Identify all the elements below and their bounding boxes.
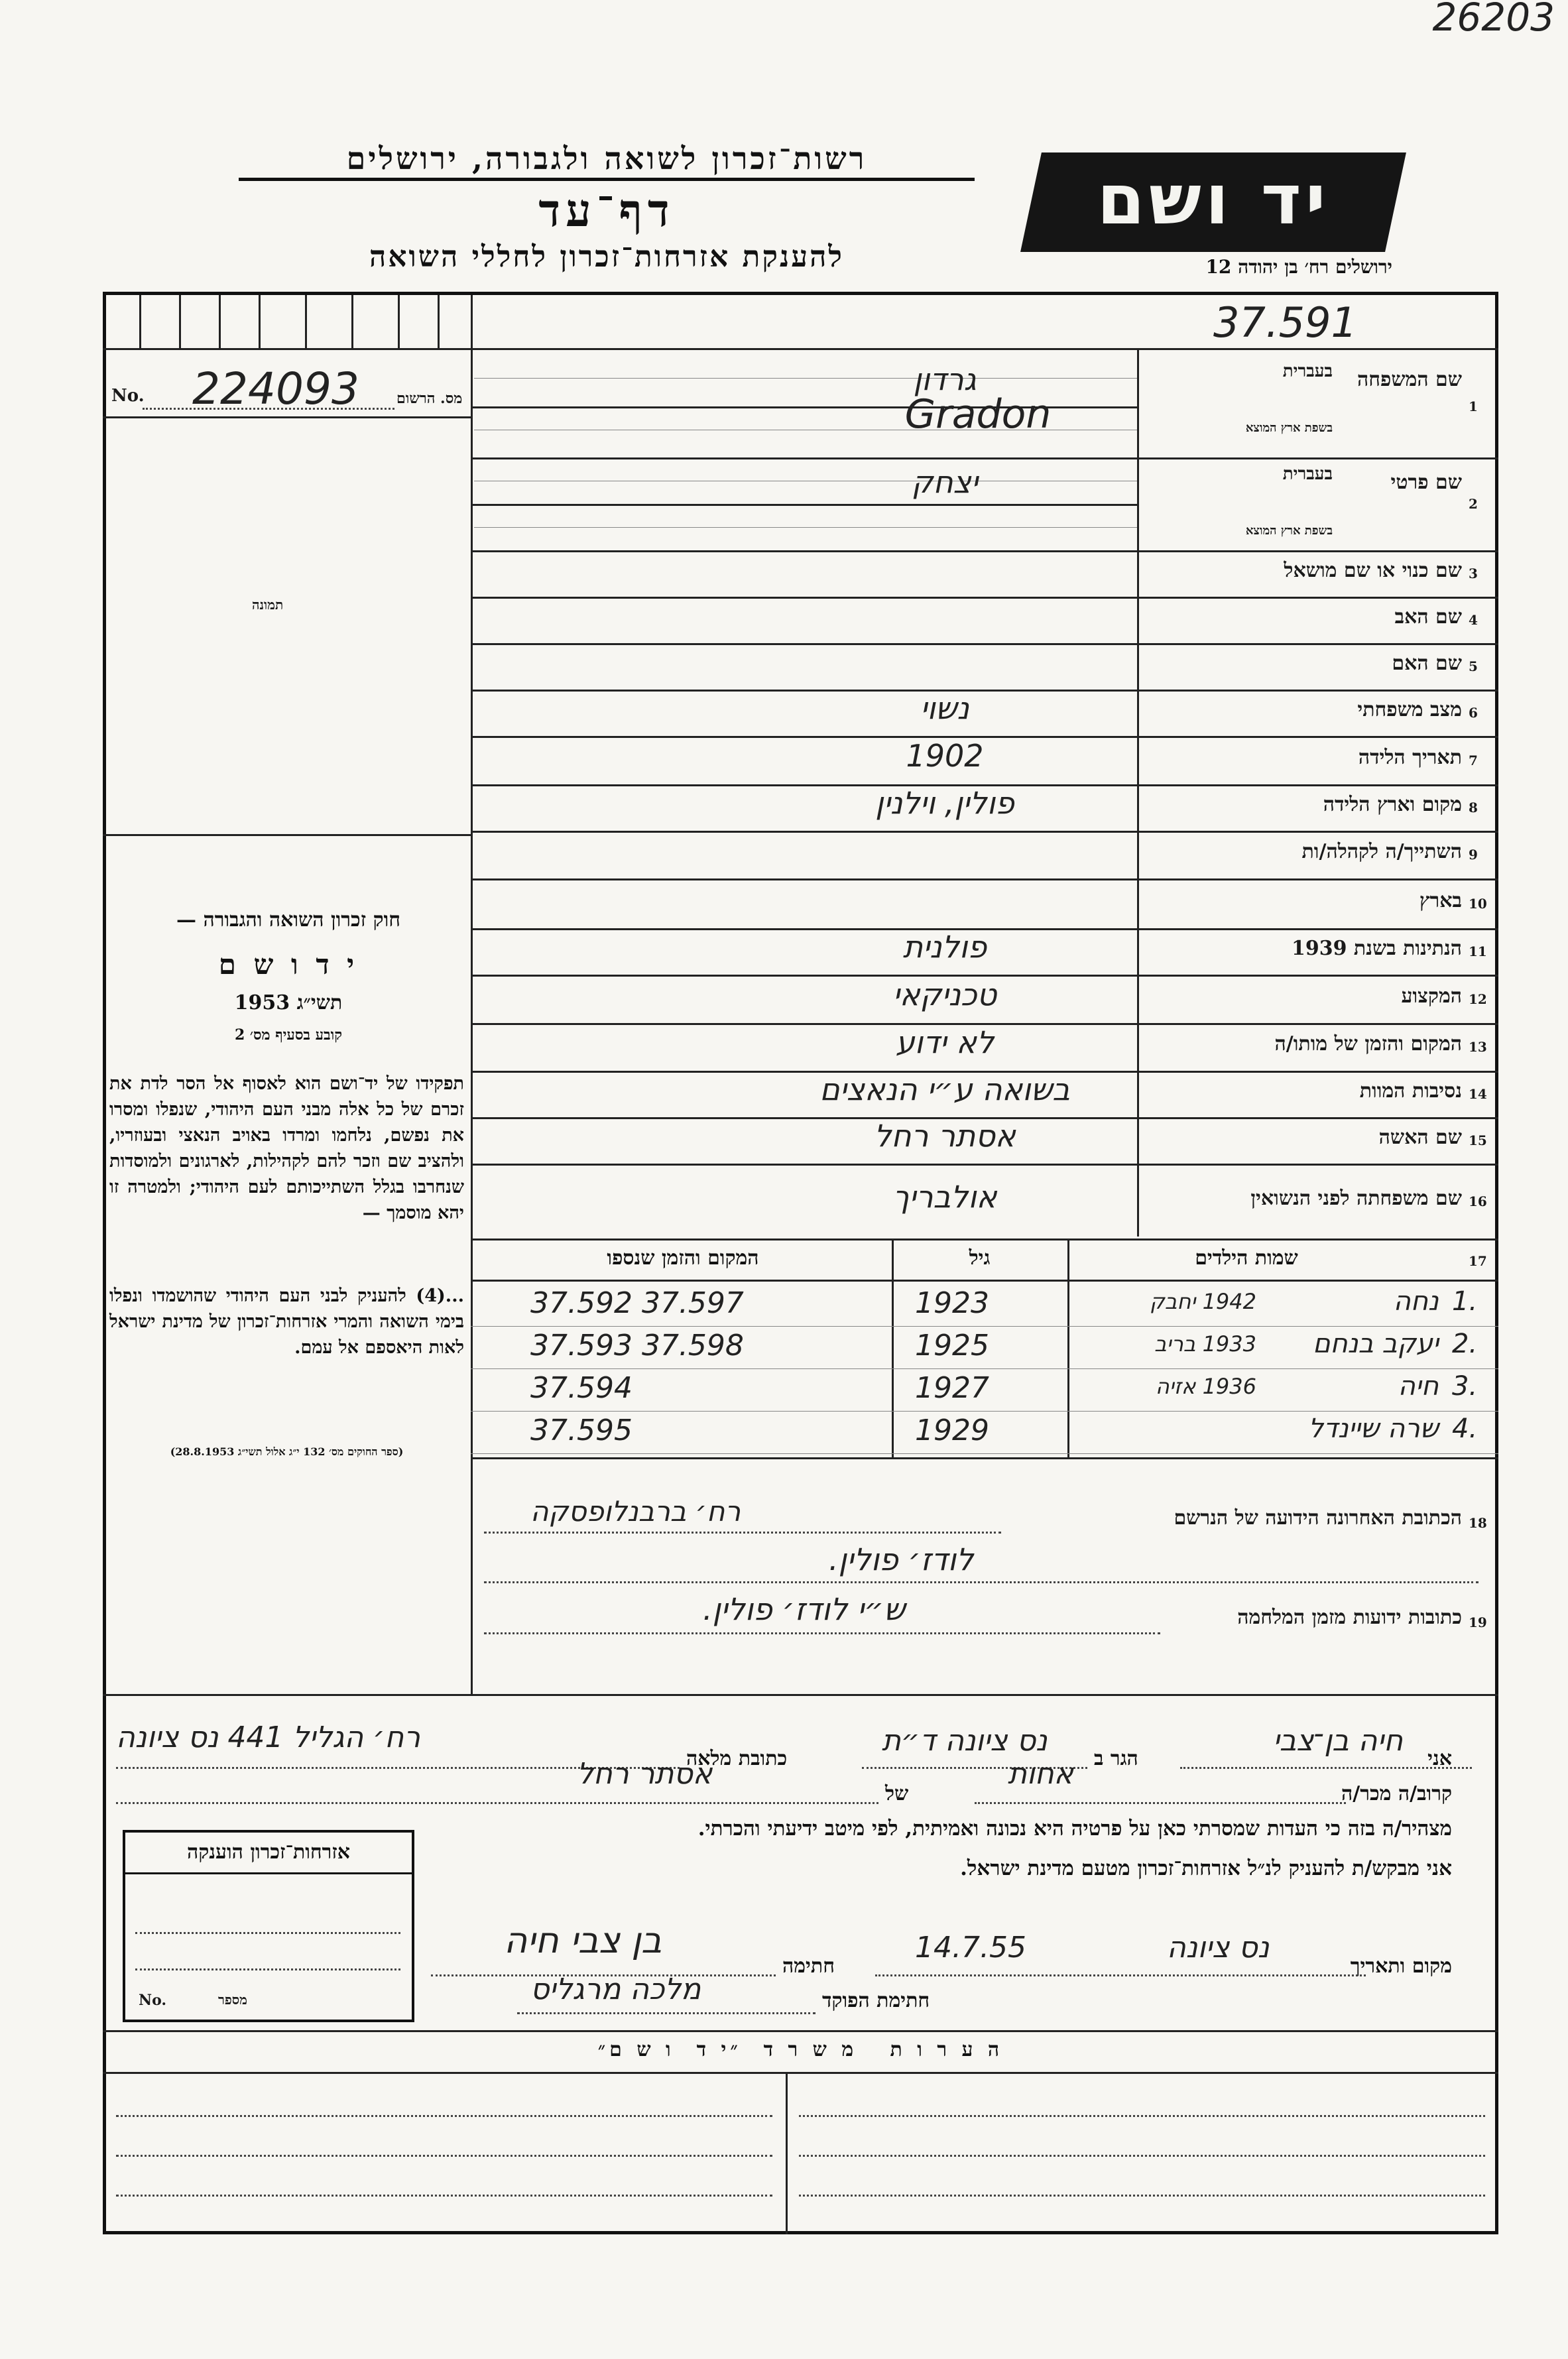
field-10-number: 10 xyxy=(1469,896,1487,912)
child-ref: 37.594 xyxy=(530,1371,633,1405)
yad-vashem-logo xyxy=(1031,152,1396,252)
children-col-place: המקום והזמן שנספו xyxy=(607,1246,759,1270)
field-2-midline xyxy=(471,504,1137,506)
field-16-value: אולבריך xyxy=(892,1179,997,1215)
officer-signature-label: חתימת הפוקד xyxy=(822,1989,930,2012)
field-12-value: טכניקאי xyxy=(892,977,997,1012)
signature-label: חתימה xyxy=(782,1955,835,1978)
place-date-label: מקום ותאריך xyxy=(1350,1955,1452,1978)
officer-signature: מלכה מרגליס xyxy=(530,1972,701,2006)
certificate-box xyxy=(123,1830,414,2022)
child-age: 1927 xyxy=(915,1371,989,1405)
registration-label: מס. הרשום xyxy=(396,390,463,407)
field-16-number: 16 xyxy=(1469,1193,1487,1209)
request-text: אני מבקש/ת להעניק לנ״ל אזרחות־זכרון מטעם מדינת ישראל. xyxy=(960,1856,1452,1880)
logo-text: יד ושם xyxy=(1097,159,1330,240)
address: ירושלים רח׳ בן יהודה 12 xyxy=(1205,256,1392,278)
field-1-label: שם המשפחה xyxy=(1357,368,1462,391)
declarant-ani: אני xyxy=(1427,1747,1452,1770)
form-subtitle: להענקת אזרחות־זכרון לחללי השואה xyxy=(369,240,844,274)
photo-placeholder-label: תמונה xyxy=(252,597,284,613)
field-13-value: לא ידוע xyxy=(895,1024,995,1060)
field-2-subline2 xyxy=(474,527,1137,528)
child-ref: 37.593 37.598 xyxy=(530,1329,744,1362)
field-11-label: הנתינות בשנת 1939 xyxy=(1291,937,1462,960)
declaration-text: מצהיר/ה בזה כי העדות שמסרתי כאן על פרטיה היא נכונה ואמיתית, לפי מיטב ידיעתי והכרתי. xyxy=(697,1817,1452,1841)
children-field-number: 17 xyxy=(1469,1253,1487,1269)
child-age: 1929 xyxy=(915,1414,989,1447)
field-19-number: 19 xyxy=(1469,1614,1487,1630)
child-row-line xyxy=(471,1411,1498,1412)
declarant-name: חיה בן־צבי xyxy=(1273,1724,1404,1758)
field-4-label: שם האב xyxy=(1394,605,1462,629)
field-18-value-line2: לודז׳ פולין. xyxy=(829,1542,974,1577)
child-index: 4. xyxy=(1452,1414,1478,1444)
field-2-value: יצחק xyxy=(911,464,979,500)
field-18-label: הכתובת האחרונה הידועה של הנרשם xyxy=(1174,1506,1462,1530)
field-7-value: 1902 xyxy=(906,738,984,774)
field-8-row-line xyxy=(471,831,1498,833)
authority-name: רשות־זכרון לשואה ולגבורה, ירושלים xyxy=(239,141,975,181)
field-2-sub-hebrew: בעברית xyxy=(1282,464,1333,484)
declarant-address: רח׳ הגליל 441 נס ציונה xyxy=(116,1721,420,1754)
form-title: דף־עד xyxy=(538,184,675,237)
certificate-no-label: No. xyxy=(139,1992,167,2009)
child-name: נחה xyxy=(1393,1286,1439,1317)
child-age: 1923 xyxy=(915,1286,989,1320)
field-2-row-line xyxy=(471,550,1498,552)
form-reference: 37.591 xyxy=(1213,298,1357,347)
field-18-number: 18 xyxy=(1469,1515,1487,1531)
field-6-label: מצב משפחתי xyxy=(1357,698,1462,721)
field-8-value: פולין, וילנין xyxy=(875,785,1014,821)
field-19-value: ש״י לודז׳ פולין. xyxy=(703,1591,906,1627)
law-year: תשי״ג 1953 xyxy=(234,991,343,1014)
archive-number: 26203 xyxy=(1432,0,1555,40)
child-index: 2. xyxy=(1452,1329,1478,1359)
field-11-number: 11 xyxy=(1469,943,1487,959)
child-row-line xyxy=(471,1453,1498,1454)
field-10-label: בארץ xyxy=(1419,889,1462,912)
field-14-number: 14 xyxy=(1469,1086,1487,1102)
registration-no-label: No. xyxy=(111,386,145,406)
field-12-label: המקצוע xyxy=(1401,985,1462,1008)
field-5-label: שם האם xyxy=(1392,652,1462,675)
field-9-number: 9 xyxy=(1469,847,1478,863)
date-value: 14.7.55 xyxy=(915,1931,1026,1965)
field-6-value: נשוי xyxy=(920,690,969,726)
field-4-number: 4 xyxy=(1469,612,1478,628)
child-row-line xyxy=(471,1326,1498,1327)
children-col-names: שמות הילדים xyxy=(1195,1246,1298,1270)
field-15-number: 15 xyxy=(1469,1132,1487,1148)
field-15-row-line xyxy=(471,1164,1498,1166)
field-15-label: שם האשה xyxy=(1378,1126,1462,1149)
field-15-value: אסתר רחל xyxy=(874,1118,1016,1154)
child-age: 1925 xyxy=(915,1329,989,1362)
child-index: 1. xyxy=(1452,1286,1478,1317)
children-col-age: גיל xyxy=(969,1246,991,1270)
office-remarks-title: ה ע ר ו ת מ ש ר ד ״י ד ו ש ם״ xyxy=(597,2038,1004,2061)
field-3-number: 3 xyxy=(1469,566,1478,581)
declarant-address-label: כתובת מלאה xyxy=(686,1747,788,1770)
of-label: של xyxy=(885,1782,909,1805)
child-row-line xyxy=(471,1368,1498,1369)
field-7-number: 7 xyxy=(1469,753,1478,768)
field-1-row-line xyxy=(471,457,1498,459)
field-13-label: המקום והזמן של מותו/ה xyxy=(1274,1032,1462,1056)
law-footnote: (ספר החוקים מס׳ 132 י״ג אלול תשי״ג 28.8.1953) xyxy=(170,1445,404,1458)
field-13-number: 13 xyxy=(1469,1039,1487,1055)
law-clause: קובע בסעיף מס׳ 2 xyxy=(234,1026,343,1044)
law-paragraph-2: ...(4) להעניק לבני העם היהודי שהושמדו ונפלו בימי השואה והמרי אזרחות־זכרון של מדינת ישראל לאות היאספם אל עמם. xyxy=(109,1286,464,1358)
child-name: שרה שיינדל xyxy=(1308,1414,1439,1444)
law-paragraph-1: תפקידו של יד־ושם הוא לאסוף אל הסר לדת את זכרם של כל אלה מבני העם היהודי, שנפלו ומסרו את נפשם, נלחמו ומרדו באויב הנאצי ובעוזריו, ולהציב שם וזכר להם לקהילות, לארגונים ולמוסדות שנחרבו בגלל השתייכותם לעם היהודי; ולמטרה זו יהא מוסמך — xyxy=(109,1073,464,1223)
child-note: 1936 אזיה xyxy=(1155,1374,1256,1399)
field-4-row-line xyxy=(471,643,1498,645)
field-3-label: שם כנוי או שם מושאל xyxy=(1284,559,1462,582)
child-index: 3. xyxy=(1452,1371,1478,1402)
child-note: 1942 יחבק xyxy=(1150,1289,1256,1314)
law-heading: חוק זכרון השואה והגבורה — xyxy=(176,908,400,932)
field-8-label: מקום וארץ הלידה xyxy=(1323,793,1462,816)
field-5-number: 5 xyxy=(1469,658,1478,674)
field-18-value: רח׳ ברבנלופסקה xyxy=(530,1495,741,1528)
relative-label: קרוב/ה מכר/ה xyxy=(1341,1782,1452,1805)
field-2-number: 2 xyxy=(1469,496,1478,512)
field-7-label: תאריך הלידה xyxy=(1358,746,1462,769)
field-9-label: השתייך/ה לקהלה/ות xyxy=(1301,840,1462,863)
signature-value: בן צבי חיה xyxy=(504,1919,662,1961)
field-6-number: 6 xyxy=(1469,705,1478,721)
child-ref: 37.592 37.597 xyxy=(530,1286,744,1320)
field-16-label: שם משפחתה לפני הנשואין xyxy=(1250,1187,1462,1210)
field-1-sub-origin: בשפת ארץ המוצא xyxy=(1245,421,1333,435)
place-value: נס ציונה xyxy=(1167,1931,1270,1965)
of-value: אסתר רחל xyxy=(577,1757,713,1791)
field-1-sub-hebrew: בעברית xyxy=(1282,361,1333,381)
certificate-title: אזרחות־זכרון הוענקה xyxy=(186,1841,351,1864)
law-name: י ד ו ש ם xyxy=(218,948,359,981)
child-name: יעקב בנחם xyxy=(1312,1329,1439,1359)
field-14-label: נסיבות המוות xyxy=(1359,1079,1462,1103)
child-note: 1933 בריב xyxy=(1154,1331,1256,1357)
field-2-sub-origin: בשפת ארץ המוצא xyxy=(1245,524,1333,538)
field-1-number: 1 xyxy=(1469,398,1478,414)
relation-value: אחות xyxy=(1008,1757,1074,1791)
declarant-city: נס ציונה ד״ת xyxy=(882,1724,1048,1758)
child-ref: 37.595 xyxy=(530,1414,633,1447)
field-12-number: 12 xyxy=(1469,991,1487,1007)
field-1-value-latin: Gradon xyxy=(904,391,1052,438)
child-name: חיה xyxy=(1398,1371,1439,1402)
field-3-row-line xyxy=(471,597,1498,599)
field-11-value: פולנית xyxy=(902,929,987,965)
field-19-label: כתובות ידועות מזמן המלחמה xyxy=(1237,1606,1462,1629)
field-8-number: 8 xyxy=(1469,800,1478,816)
field-1-value: גרדון xyxy=(913,361,977,397)
registration-number: 224093 xyxy=(192,363,359,414)
declarant-resides-label: הגר ב xyxy=(1094,1747,1138,1770)
certificate-number-label: מספר xyxy=(218,1992,247,2008)
field-14-value: בשואה ע״י הנאצים xyxy=(819,1071,1070,1107)
field-2-label: שם פרטי xyxy=(1390,471,1462,494)
field-9-row-line xyxy=(471,878,1498,880)
